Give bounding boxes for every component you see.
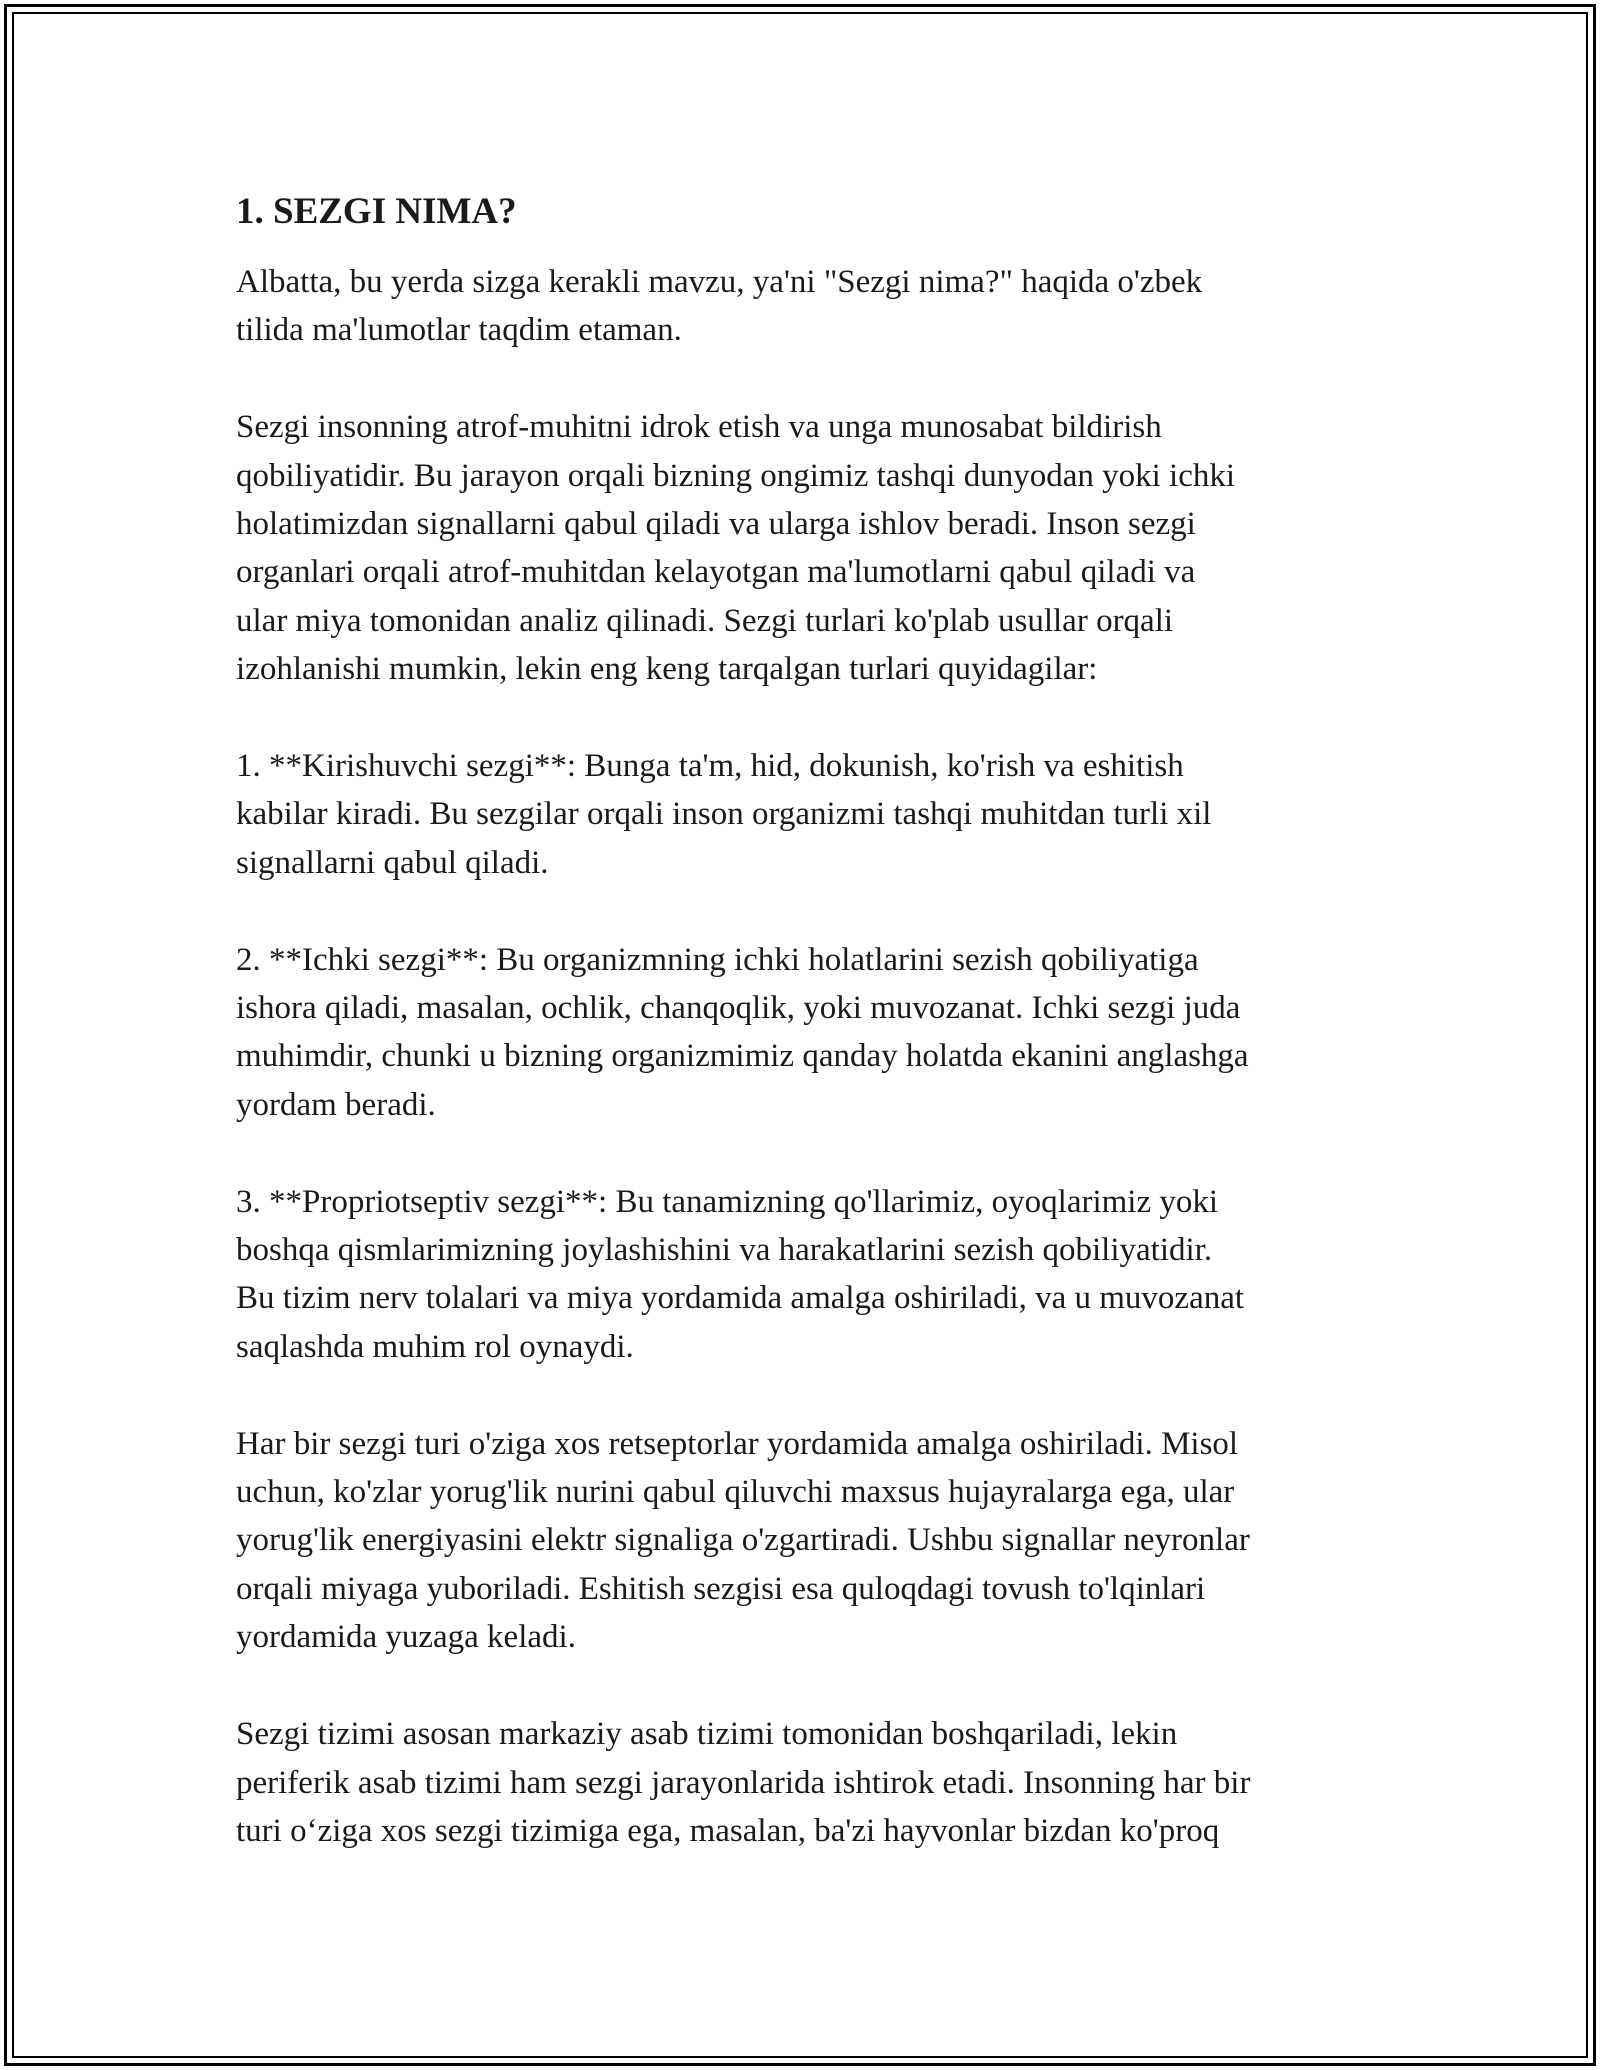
document-body: [236, 188, 1384, 1904]
list-item-external-sense: 1. **Kirishuvchi sezgi**: Bunga ta'm, hid, dokunish, ko'rish va eshitish kabilar kiradi. Bu sezgilar orqali inson organizmi tashqi muhitdan turli xil signallarni qabul qiladi.: [236, 748, 1212, 881]
section-heading: 1. SEZGI NIMA?: [236, 191, 517, 232]
receptors-paragraph: Har bir sezgi turi o'ziga xos retseptorlar yordamida amalga oshiriladi. Misol uchun, ko'zlar yorug'lik nurini qabul qiluvchi maxsus hujayralarga ega, ular yorug'lik energiyasini elektr signaliga o'zgartiradi. Ushbu signallar neyronlar orqali miyaga yuboriladi. Eshitish sezgisi esa quloqdagi tovush to'lqinlari yordamida yuzaga keladi.: [236, 1425, 1250, 1656]
nervous-system-paragraph: Sezgi tizimi asosan markaziy asab tizimi tomonidan boshqariladi, lekin periferik asab tizimi ham sezgi jarayonlarida ishtirok etadi. Insonning har bir turi o‘ziga xos sezgi tizimiga ega, masalan, ba'zi hayvonlar bizdan ko'proq: [236, 1716, 1251, 1849]
definition-paragraph: Sezgi insonning atrof-muhitni idrok etish va unga munosabat bildirish qobiliyatidir. Bu jarayon orqali bizning ongimiz tashqi dunyodan yoki ichki holatimizdan signallarni qabul qiladi va ularga ishlov beradi. Inson sezgi organlari orqali atrof-muhitdan kelayotgan ma'lumotlarni qabul qiladi va ular miya tomonidan analiz qilinadi. Sezgi turlari ko'plab usullar orqali izohlanishi mumkin, lekin eng keng tarqalgan turlari quyidagilar:: [236, 409, 1236, 688]
list-item-proprioceptive-sense: 3. **Propriotseptiv sezgi**: Bu tanamizning qo'llarimiz, oyoqlarimiz yoki boshqa qismlarimizning joylashishini va harakatlarini sezish qobiliyatidir. Bu tizim nerv tolalari va miya yordamida amalga oshiriladi, va u muvozanat saqlashda muhim rol oynaydi.: [236, 1183, 1245, 1365]
list-item-internal-sense: 2. **Ichki sezgi**: Bu organizmning ichki holatlarini sezish qobiliyatiga ishora qiladi, masalan, ochlik, chanqoqlik, yoki muvozanat. Ichki sezgi juda muhimdir, chunki u bizning organizmimiz qanday holatda ekanini anglashga yordam beradi.: [236, 941, 1249, 1123]
intro-paragraph: Albatta, bu yerda sizga kerakli mavzu, ya'ni "Sezgi nima?" haqida o'zbek tilida ma'lumotlar taqdim etaman.: [236, 264, 1203, 349]
